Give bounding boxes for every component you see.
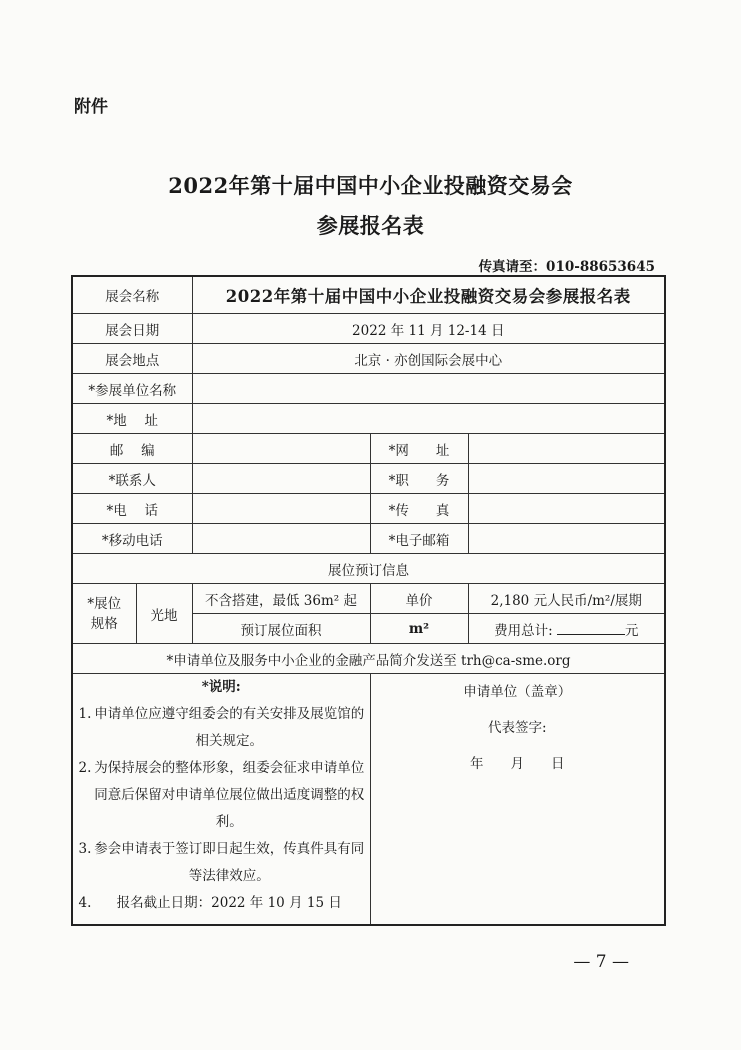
notes-signature-row	[72, 674, 665, 926]
note-text: 申请单位应遵守组委会的有关安排及展览馆的相关规定。	[94, 706, 365, 749]
organization-row	[72, 374, 665, 404]
position-field[interactable]	[468, 464, 665, 494]
booth-section-row	[72, 554, 665, 584]
mobile-email-row	[72, 524, 665, 554]
phone-fax-row	[72, 494, 665, 524]
exhibition-location-row	[72, 344, 665, 374]
exhibition-name-row	[72, 276, 665, 314]
booth-area-label: 预订展位面积	[192, 614, 370, 644]
notes-section	[72, 674, 370, 926]
booth-type: 光地	[136, 584, 192, 644]
booth-area-field[interactable]: m²	[370, 614, 468, 644]
total-cost-field[interactable]	[557, 620, 625, 635]
mobile-field[interactable]	[192, 524, 370, 554]
note-text: 参会申请表于签订即日起生效，传真件具有同等法律效应。	[94, 841, 365, 884]
zip-field[interactable]	[192, 434, 370, 464]
phone-label: *电 话	[72, 494, 192, 524]
email-label: *电子邮箱	[370, 524, 468, 554]
unit-price-value: 2,180 元人民币/m²/展期	[468, 584, 665, 614]
exhibition-name-value: 2022年第十届中国中小企业投融资交易会参展报名表	[192, 276, 665, 314]
contact-position-row	[72, 464, 665, 494]
exhibition-date-row	[72, 314, 665, 344]
note-item	[77, 890, 366, 917]
booth-condition: 不含搭建，最低 36m² 起	[192, 584, 370, 614]
booth-price-row	[72, 584, 665, 614]
website-field[interactable]	[468, 434, 665, 464]
attachment-label: 附件	[74, 97, 108, 117]
note-number: 1.	[78, 706, 92, 722]
contact-label: *联系人	[72, 464, 192, 494]
applicant-seal: 申请单位（盖章）	[463, 684, 572, 700]
exhibition-name-label: 展会名称	[72, 276, 192, 314]
fax-number-line: 传真请至：010-88653645	[478, 259, 655, 275]
notes-title: *说明:	[201, 679, 241, 695]
email-note: *申请单位及服务中小企业的金融产品简介发送至 trh@ca-sme.org	[72, 644, 665, 674]
fax-label: *传 真	[370, 494, 468, 524]
note-number: 3.	[78, 841, 92, 857]
exhibition-date-value: 2022 年 11 月 12-14 日	[192, 314, 665, 344]
note-item	[77, 701, 366, 755]
website-label: *网 址	[370, 434, 468, 464]
address-field[interactable]	[192, 404, 665, 434]
note-item	[77, 755, 366, 836]
contact-field[interactable]	[192, 464, 370, 494]
document-title: 2022年第十届中国中小企业投融资交易会	[168, 173, 573, 198]
signature-section[interactable]	[370, 674, 665, 926]
note-item	[77, 836, 366, 890]
unit-price-label: 单价	[370, 584, 468, 614]
position-label: *职 务	[370, 464, 468, 494]
organization-label: *参展单位名称	[72, 374, 192, 404]
email-note-row	[72, 644, 665, 674]
booth-spec-label-line2: 规格	[90, 615, 118, 632]
registration-form-table	[71, 275, 666, 926]
zip-website-row	[72, 434, 665, 464]
phone-field[interactable]	[192, 494, 370, 524]
zip-label: 邮 编	[72, 434, 192, 464]
exhibition-location-label: 展会地点	[72, 344, 192, 374]
mobile-label: *移动电话	[72, 524, 192, 554]
booth-spec-label	[72, 584, 136, 644]
address-row	[72, 404, 665, 434]
note-number: 2.	[78, 760, 92, 776]
booth-spec-label-line1: *展位	[87, 595, 122, 612]
fax-field[interactable]	[468, 494, 665, 524]
total-cost-unit: 元	[624, 622, 639, 639]
email-field[interactable]	[468, 524, 665, 554]
organization-field[interactable]	[192, 374, 665, 404]
note-text: 为保持展会的整体形象，组委会征求申请单位同意后保留对申请单位展位做出适度调整的权利。	[94, 760, 365, 830]
document-subtitle: 参展报名表	[316, 213, 425, 238]
page-number: — 7 —	[573, 952, 629, 972]
booth-section-title: 展位预订信息	[72, 554, 665, 584]
address-label: *地 址	[72, 404, 192, 434]
representative-signature: 代表签字:	[487, 720, 547, 736]
exhibition-date-label: 展会日期	[72, 314, 192, 344]
total-cost-label: 费用总计:	[494, 622, 553, 639]
signature-date: 年 月 日	[470, 756, 565, 772]
exhibition-location-value: 北京 · 亦创国际会展中心	[192, 344, 665, 374]
total-cost-cell	[468, 614, 665, 644]
note-number: 4.	[78, 895, 92, 911]
note-text: 报名截止日期：2022 年 10 月 15 日	[116, 895, 342, 911]
